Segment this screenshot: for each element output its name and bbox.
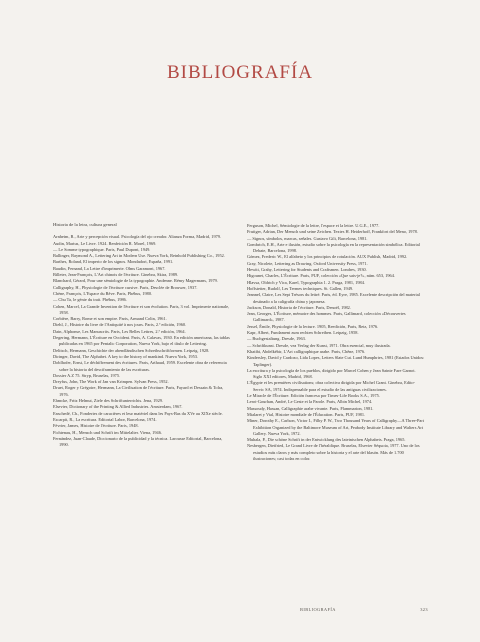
bibliography-entry: Barthes, Roland, El imperio de los signos. Mondadori, España, 1991.	[53, 259, 174, 265]
page-title: BIBLIOGRAFÍA	[166, 62, 314, 83]
bibliography-entry: Jean, Georges, L'Écriture, mémoire des hommes. Paris, Gallimard, colección «Découvertes Gallimard», 1987.	[247, 311, 406, 323]
bibliography-entry: Diehl, J., Histoire du livre de l'Antiquité à nos jours. Paris, 2.ª edición, 1960.	[53, 322, 187, 328]
bibliography-entry: Fernández, Juan-Claude, Diccionario de la publicidad y la técnica. Larousse Editorial, Barcelona, 1990.	[53, 435, 223, 448]
bibliography-entry: Le Miracle de l'Écriture. Edición francesa por Times-Life Books S.A., 1975.	[247, 393, 380, 399]
bibliography-entry: Mialaret y Vial, Histoire mondiale de l'Éducation. Paris, PUF, 1981.	[247, 411, 366, 417]
bibliography-entry: — Buchgestaltung. Dresde, 1963.	[247, 336, 306, 342]
bibliography-entry: Février, James, Histoire de l'écriture. Paris, 1948.	[53, 423, 139, 429]
bibliography-entry: Hlavsa, Oldrich y Vica, Karel, Typographia 1. 2. Praga, 1981, 1984.	[247, 279, 365, 285]
page-number: 323	[420, 607, 428, 612]
bibliography-entry: Doblhofer, Ernst, Le déchiffrement des écritures. Paris, Arthaud, 1959. Excelente obra de referencia sobre la historia del desciframiento de las escrituras.	[53, 360, 227, 372]
bibliography-entry: Nesbergen, Dietfried, Le Grand Livre de l'héraldique. Bruselas, Elsevier Séquoia, 1977. Uno de los estudios más claros y más completo sobre la historia y el arte del blasón. Más de 1.700 ilustraciones; casi todas en color.	[247, 443, 420, 461]
bibliography-entry: Jessel, Émile, Physiologie de la lecture. 1905, Reedición, Paris, Retz, 1976.	[247, 323, 379, 329]
running-head: BIBLIOGRAFÍA	[300, 607, 336, 612]
bibliography-entry: Escarpit, R., La escritura. Editorial Labor, Barcelona, 1974.	[53, 416, 157, 422]
bibliography-entry: Audin, Marius, Le Livre. 1924. Renfeición R. Morel, 1969.	[53, 240, 157, 246]
right-entry-list	[247, 223, 425, 462]
bibliography-entry: Hoffstetter, Rudolf, Les Termes techniques. St. Gallen, 1949.	[247, 285, 354, 291]
bibliography-entry: Dreyfus, John, The Work of Jan van Krimpen. Sylvan Press, 1952.	[53, 379, 169, 385]
bibliography-entry: Ehmcke, Fritz Helmut, Ziele des Schriftunterrichts. Jena, 1929.	[53, 398, 164, 404]
bibliography-entry: Ballinger, Raymond A., Lettering Art in Modern Use. Nueva York, Reinhold Publishing Co., 1952.	[53, 253, 225, 259]
bibliography-entry: — Schriftkunst. Dresde, vea Verlag der Kunst, 1971. Obra esencial, muy ilustrada.	[247, 342, 391, 348]
bibliography-entry: Gombrich, E.H., Arte e ilusión, estudio sobre la psicología en la representación simbólica. Editorial Debate, Barcelona, 1998.	[247, 241, 420, 254]
bibliography-entry: Leroi-Gourhan, André, Le Geste et la Parole. Paris, Albin Michel, 1974.	[247, 399, 373, 405]
bibliography-entry: Druet, Roger y Grégoire, Hermann, La Civilisation de l'écriture. Paris, Fayard et Dessain & Tolra, 1976.	[53, 385, 224, 397]
bibliography-entry: Khatibi, Abdelkébir, L'Art calligraphique arabe. Paris, Chêne, 1976.	[247, 348, 366, 354]
bibliography-entry: Diringer, David, The Alphabet. A key to the history of mankind. Nueva York, 1953.	[53, 353, 199, 359]
bibliography-right-column	[247, 223, 425, 462]
bibliography-entry: Dossier A.Z 75. Stryp, Bruselas, 1975.	[53, 372, 121, 378]
bibliography-entry: Cohen, Marcel, La Grande Invention de l'écriture et son évolution. Paris, 3 vol. Imprimerie nationale, 1958.	[53, 303, 230, 315]
bibliography-entry: Billeter, Jean-François, L'Art chinois de l'écriture. Ginebra, Skira, 1989.	[53, 272, 179, 278]
left-entry-list	[53, 234, 231, 448]
bibliography-entry: Degering, Hermann, L'Écriture en Occident. Paris, A. Calavas, 1930. En edición americana, las tablas publicadas en 1965 por Pentalic Corporation, Nueva York, bajo el título de Lettering.	[53, 335, 230, 347]
bibliography-entry: Gray, Nicolete, Lettering as Drawing. Oxford University Press, 1971.	[247, 260, 368, 266]
bibliography-entry: — Chu Ta, le génie du trait. Phébus, 1986.	[53, 297, 127, 303]
bibliography-entry: Higounet, Charles, L'Écriture. Paris, PUF, colección «Que sais-je?», núm. 653, 1964.	[247, 273, 395, 279]
bibliography-entry: Gómez, Frederic W., El alfabeto y los principios de rotulación. AUX Publish, Madrid, 1992.	[247, 254, 408, 260]
bibliography-entry: L'Égypte et les premières civilisations; obra colectiva dirigida por Michel Grant. Ginebra, Edito-Servic SA, 1974. Indispensable para el estudio de las antiguas civilizaciones.	[247, 380, 415, 392]
section-heading: Historia de la letra, cultura general	[53, 222, 117, 227]
bibliography-entry: Fichtenau, H., Mensch und Schrift im Mittelalter. Viena, 1946.	[53, 429, 162, 435]
bibliography-entry: Hewitt, Grahy, Lettering for Students and Craftsmen. Londres, 1930.	[247, 267, 367, 273]
bibliography-entry: Kapr, Albert, Fundament zum rechten Schreiben. Leipzig, 1958.	[247, 330, 359, 336]
bibliography-entry: — Le Somme typographique. Paris, Paul Dupont, 1949.	[53, 246, 151, 252]
bibliography-entry: Arnheim, R., Arte y percepción visual. Psicología del ojo creador. Alianza Forma, Madrid, 1979.	[53, 234, 222, 240]
bibliography-entry: Blanchard, Gérard, Pour une sémiologie de la typographie. Andenne. Rémy Magermans, 1979.	[53, 278, 218, 284]
bibliography-entry: — Signos, símbolos, marcas, señales. Gustavo Gili, Barcelona, 1981.	[247, 235, 368, 241]
bibliography-entry: Elsevier, Dictionary of the Printing & Allied Industries. Amsterdam, 1967.	[53, 404, 183, 410]
bibliography-entry: Enschedé, Ch., Fonderies de caractères et leur matériel dans les Pays-Bas du XVe au XIXe siècle.	[53, 410, 223, 416]
bibliography-entry: Delitsch, Hermann, Geschichte der abendländischen Schreibschriftformen. Leipzig, 1928.	[53, 347, 210, 353]
bibliography-entry: Ferguson, Michel, Sémiologie de la lettre, l'espace et la lettre. U.G.E., 1977.	[247, 223, 380, 228]
bibliography-left-column	[53, 222, 231, 448]
bibliography-entry: Calligraphy, H., Physiologie de l'écriture cursive. Paris, Desclée de Brouwer, 1937.	[53, 284, 198, 290]
bibliography-entry: Muhala, P., Die schöne Schrift in der Entwicklung des lateinischen Alphabets. Praga, 1965.	[247, 437, 406, 443]
bibliography-entry: Jackson, Donald, Historia de l'écriture. Paris, Denoël, 1982.	[247, 304, 351, 310]
bibliography-entry: Dain, Alphonse, Les Manuscrits. Paris, Les Belles Lettres, 2.ª edición, 1964.	[53, 328, 186, 334]
bibliography-entry: Corbière, Barry, Rome et son empire. Paris, Armand Colin, 1961.	[53, 316, 167, 322]
bibliography-entry: Jeannel, Claire, Les Sept Trésors du lettré. Paris, éd. Eyre, 1985. Excelente descripción del material destinado a la caligrafía china y japonesa.	[247, 292, 420, 304]
page-footer	[300, 607, 428, 612]
bibliography-entry: Chène, François, L'Espace du Rêve. Paris, Phébus, 1980.	[53, 290, 153, 296]
bibliography-entry: Massoudy, Hassan, Calligraphie arabe vivante. Paris, Flammarion, 1981.	[247, 405, 374, 411]
bibliography-entry: Kindersley, David y Cardozo, Lida Lopes, Letters Slate Cut. Lund Humphries, 1981 (Estados Unidos: Taplinger).	[247, 355, 425, 367]
bibliography-entry: Miner, Dorothy E., Carlson, Victor I., Filby P. W., Two Thousand Years of Calligraphy—A Three-Part Exhibition Organized by the Baltimore Museum of Art, Peabody Institute Library and Walters Art Gallery. Nueva York, 1972.	[247, 418, 425, 436]
bibliography-entry: Frutiger, Adrian, Der Mensch und seine Zeichen. Textes H. Heiderhoff, Frankfort del Meno, 1978.	[247, 229, 418, 235]
bibliography-entry: La escritura y la psicología de los pueblos, dirigido por Marcel Cohen y Jean Sainte Fare Garnot. Siglo XXI editores, Madrid, 1968.	[247, 367, 416, 380]
bibliography-entry: Baudin, Fernand, La Lettre d'imprimerie. Olms Garamont, 1967.	[53, 265, 166, 271]
